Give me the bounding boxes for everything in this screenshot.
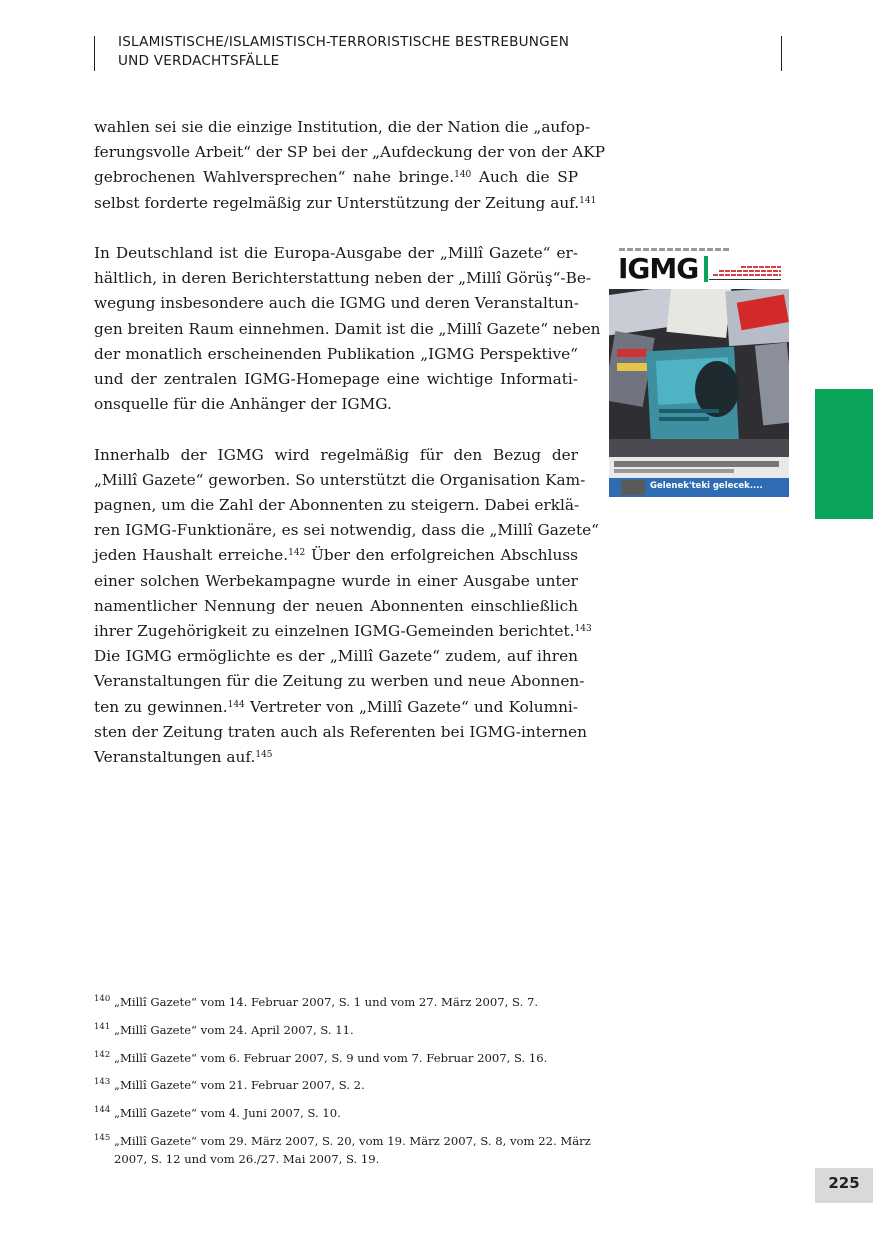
text-line: wegung insbesondere auch die IGMG und deren Veranstaltun- [94,294,579,313]
footnote-line: 2007, S. 12 und vom 26./27. Mai 2007, S. 19. [114,1151,380,1166]
footnote-ref[interactable]: 141 [579,195,597,206]
footnote-ref[interactable]: 140 [454,170,472,181]
footnote-text [114,993,580,1011]
footnote [94,1132,591,1168]
footnote [94,993,580,1011]
text-line: Die IGMG ermöglichte es der „Millî Gazete“ zudem, auf ihren [94,647,578,666]
text-line: gen breiten Raum einnehmen. Damit ist die „Millî Gazete“ neben [94,319,601,338]
footnote-line: „Millî Gazete“ vom 21. Februar 2007, S. 2. [114,1078,365,1093]
page-number: 225 [828,1174,860,1192]
footnote [94,1021,580,1039]
text-line: einer solchen Werbekampagne wurde in einer Ausgabe unter [94,571,578,590]
header-line-2: UND VERDACHTSFÄLLE [118,53,280,69]
text-fragment: Auch die SP [471,168,578,187]
footnote-number: 143 [94,1077,111,1088]
chapter-tab-marker [815,389,873,519]
text-line: hältlich, in deren Berichterstattung neben der „Millî Görüş“-Be- [94,269,592,288]
cover-top-microtext [619,248,729,251]
footnote-text [114,1132,591,1168]
footnote-ref[interactable]: 142 [288,548,306,559]
footnote [94,1104,580,1122]
text-line: und der zentralen IGMG-Homepage eine wichtige Informati- [94,370,578,389]
text-line: Veranstaltungen für die Zeitung zu werben und neue Abonnen- [94,672,585,691]
footnote [94,1076,580,1094]
footnote-line: „Millî Gazete“ vom 14. Februar 2007, S. 1 und vom 27. März 2007, S. 7. [114,995,539,1009]
footnotes [94,993,591,1178]
logo-rule [709,279,781,280]
text-fragment: selbst forderte regelmäßig zur Unterstützung der Zeitung auf. [94,193,580,212]
page-number-box [815,1168,873,1203]
footnote-number: 140 [94,994,111,1004]
newspapers-collage-icon [609,289,789,478]
footnote-ref[interactable]: 145 [255,750,273,761]
footnote-text [114,1104,580,1122]
paragraph-1 [94,115,606,216]
logo-accent-bar [704,256,708,282]
footnote-line: „Millî Gazete“ vom 6. Februar 2007, S. 9 und vom 7. Februar 2007, S. 16. [114,1050,548,1065]
text-fragment: Veranstaltungen auf. [94,748,256,767]
text-line: onsquelle für die Anhänger der IGMG. [94,395,392,414]
text-line: „Millî Gazete“ geworben. So unterstützt die Organisation Kam- [94,470,586,489]
footnote-line: „Millî Gazete“ vom 29. März 2007, S. 20, vom 19. März 2007, S. 8, vom 22. März [114,1133,591,1148]
header-line-1: ISLAMISTISCHE/ISLAMISTISCH-TERRORISTISCHE BESTREBUNGEN [118,34,570,50]
text-fragment: ten zu gewinnen. [94,697,228,716]
text-line: der monatlich erscheinenden Publikation „IGMG Perspektive“ [94,344,578,363]
footnote-number: 142 [94,1049,111,1060]
footnote-line: „Millî Gazete“ vom 4. Juni 2007, S. 10. [114,1106,341,1121]
text-fragment: gebrochenen Wahlversprechen“ nahe bringe. [94,168,455,187]
text-line: namentlicher Nennung der neuen Abonnenten einschließlich [94,596,578,615]
text-line [94,165,578,190]
footnote-ref[interactable]: 144 [227,699,245,710]
header-title [118,33,569,71]
footnote-ref[interactable]: 143 [574,624,592,635]
footnote-text [114,1076,580,1094]
band-thumbnail [621,480,645,495]
main-text [94,115,606,795]
text-fragment: Vertreter von „Millî Gazete“ und Kolumni- [244,697,578,716]
paragraph-2 [94,241,601,417]
paragraph-3 [94,443,599,771]
cover-photo-newspapers [609,289,789,478]
text-fragment: ihrer Zugehörigkeit zu einzelnen IGMG-Gemeinden berichtet. [94,622,575,641]
footnote [94,1049,580,1067]
footnote-text [114,1021,580,1039]
footnote-number: 145 [94,1132,111,1143]
text-fragment: Über den erfolgreichen Abschluss [305,546,578,565]
footnote-text [114,1049,580,1067]
text-line: ferungsvolle Arbeit“ der SP bei der „Aufdeckung der von der AKP [94,143,606,162]
cover-microtext [713,266,781,278]
cover-band-text: Gelenek'teki gelecek.... [650,481,763,491]
text-line: sten der Zeitung traten auch als Referenten bei IGMG-internen [94,722,587,741]
footnote-number: 141 [94,1021,111,1032]
text-line: pagnen, um die Zahl der Abonnenten zu steigern. Dabei erklä- [94,496,580,515]
magazine-cover-image [609,246,789,497]
text-line: wahlen sei sie die einzige Institution, die der Nation die „aufop- [94,118,591,136]
text-line [94,745,578,770]
text-line [94,619,592,644]
text-line: In Deutschland ist die Europa-Ausgabe der „Millî Gazete“ er- [94,244,578,262]
text-line [94,695,578,720]
cover-caption-band [609,478,789,497]
text-line [94,543,578,568]
footnote-number: 144 [94,1105,111,1116]
text-line: Innerhalb der IGMG wird regelmäßig für den Bezug der [94,445,578,464]
text-fragment: jeden Haushalt erreiche. [94,546,289,565]
igmg-logo: IGMG [618,252,699,285]
text-line: ren IGMG-Funktionäre, es sei notwendig, dass die „Millî Gazete“ [94,521,599,540]
running-header [94,36,782,71]
text-line [94,191,597,216]
footnote-line: „Millî Gazete“ vom 24. April 2007, S. 11. [114,1022,354,1037]
